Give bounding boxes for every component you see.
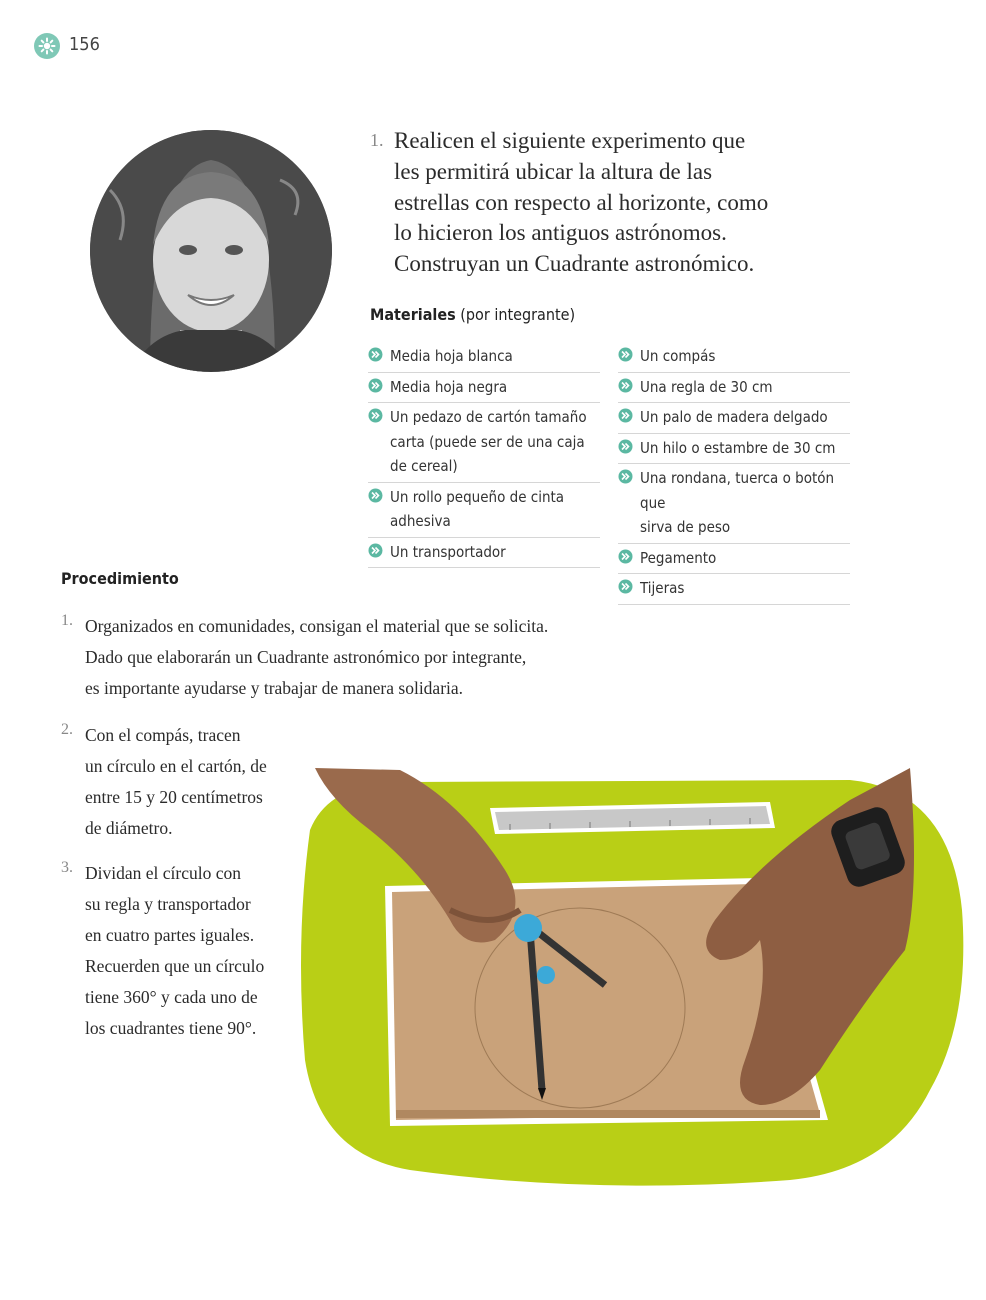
- compass-drawing-photo: [290, 760, 970, 1190]
- double-chevron-icon: [618, 469, 633, 484]
- materials-heading: [370, 305, 575, 324]
- procedure-step: [61, 858, 291, 1044]
- material-line: Un transportador: [390, 542, 506, 561]
- material-line: adhesiva: [390, 512, 451, 530]
- double-chevron-icon: [368, 408, 383, 423]
- step-line: en cuatro partes iguales.: [85, 925, 255, 945]
- material-item: [618, 464, 850, 544]
- material-line: Una regla de 30 cm: [640, 377, 773, 396]
- material-item: [618, 434, 850, 465]
- material-line: carta (puede ser de una caja: [390, 432, 585, 451]
- material-line: de cereal): [390, 457, 458, 475]
- step-number: 2.: [61, 721, 73, 738]
- material-line: Pegamento: [640, 548, 717, 567]
- step-line: entre 15 y 20 centímetros: [85, 787, 263, 807]
- materials-title-rest: (por integrante): [455, 305, 576, 324]
- double-chevron-icon: [368, 347, 383, 362]
- intro-line: Realicen el siguiente experimento que: [394, 128, 746, 153]
- procedure-heading: Procedimiento: [61, 569, 179, 588]
- material-line: Un compás: [640, 347, 716, 365]
- step-line: de diámetro.: [85, 818, 173, 838]
- step-text: [85, 858, 291, 1044]
- step-line: Recuerden que un círculo: [85, 956, 265, 976]
- material-line: Media hoja negra: [390, 377, 508, 396]
- procedure-step: [61, 720, 291, 844]
- material-line: Un pedazo de cartón tamaño: [390, 408, 587, 426]
- intro-line: les permitirá ubicar la altura de las: [394, 158, 713, 184]
- gear-icon: [34, 33, 60, 59]
- page-number: 156: [69, 34, 100, 55]
- double-chevron-icon: [368, 543, 383, 558]
- material-line: Un palo de madera delgado: [640, 408, 828, 426]
- step-line: su regla y transportador: [85, 894, 251, 914]
- step-number: 1.: [61, 612, 73, 629]
- material-line: Una rondana, tuerca o botón que: [640, 469, 835, 512]
- material-item: [368, 373, 600, 404]
- materials-list-right: [618, 342, 850, 605]
- step-line: tiene 360° y cada uno de: [85, 987, 258, 1007]
- material-item: [618, 403, 850, 434]
- intro-activity: [370, 126, 770, 280]
- step-line: Dividan el círculo con: [85, 863, 241, 883]
- material-item: [618, 544, 850, 575]
- step-text: [85, 720, 291, 844]
- material-item: [368, 342, 600, 373]
- step-text: [85, 611, 581, 704]
- step-line: Organizados en comunidades, consigan el material que se solicita.: [85, 616, 549, 636]
- double-chevron-icon: [368, 378, 383, 393]
- material-item: [368, 538, 600, 569]
- step-line: un círculo en el cartón, de: [85, 756, 267, 776]
- material-line: Un hilo o estambre de 30 cm: [640, 438, 836, 457]
- intro-number: 1.: [370, 130, 384, 150]
- material-item: [618, 373, 850, 404]
- materials-title-bold: Materiales: [370, 305, 456, 324]
- materials-list-left: [368, 342, 600, 568]
- material-item: [618, 574, 850, 605]
- material-line: Media hoja blanca: [390, 347, 513, 365]
- double-chevron-icon: [618, 347, 633, 362]
- intro-line: Construyan un Cuadrante astronómico.: [394, 251, 755, 277]
- intro-line: lo hicieron los antiguos astrónomos.: [394, 220, 727, 246]
- step-line: los cuadrantes tiene 90°.: [85, 1018, 257, 1038]
- intro-text: [394, 126, 770, 280]
- material-item: [368, 403, 600, 483]
- double-chevron-icon: [618, 579, 633, 594]
- double-chevron-icon: [618, 378, 633, 393]
- double-chevron-icon: [618, 439, 633, 454]
- material-line: sirva de peso: [640, 518, 731, 536]
- material-line: Tijeras: [640, 579, 685, 597]
- student-portrait-photo: [90, 130, 332, 372]
- material-line: Un rollo pequeño de cinta: [390, 487, 565, 506]
- double-chevron-icon: [618, 549, 633, 564]
- step-number: 3.: [61, 859, 73, 876]
- material-item: [368, 483, 600, 538]
- step-line: Con el compás, tracen: [85, 725, 241, 745]
- step-line: es importante ayudarse y trabajar de manera solidaria.: [85, 678, 464, 698]
- double-chevron-icon: [368, 488, 383, 503]
- material-item: [618, 342, 850, 373]
- procedure-step: [61, 611, 581, 704]
- double-chevron-icon: [618, 408, 633, 423]
- intro-line: estrellas con respecto al horizonte, como: [394, 189, 769, 215]
- step-line: Dado que elaborarán un Cuadrante astronómico por integrante,: [85, 647, 527, 667]
